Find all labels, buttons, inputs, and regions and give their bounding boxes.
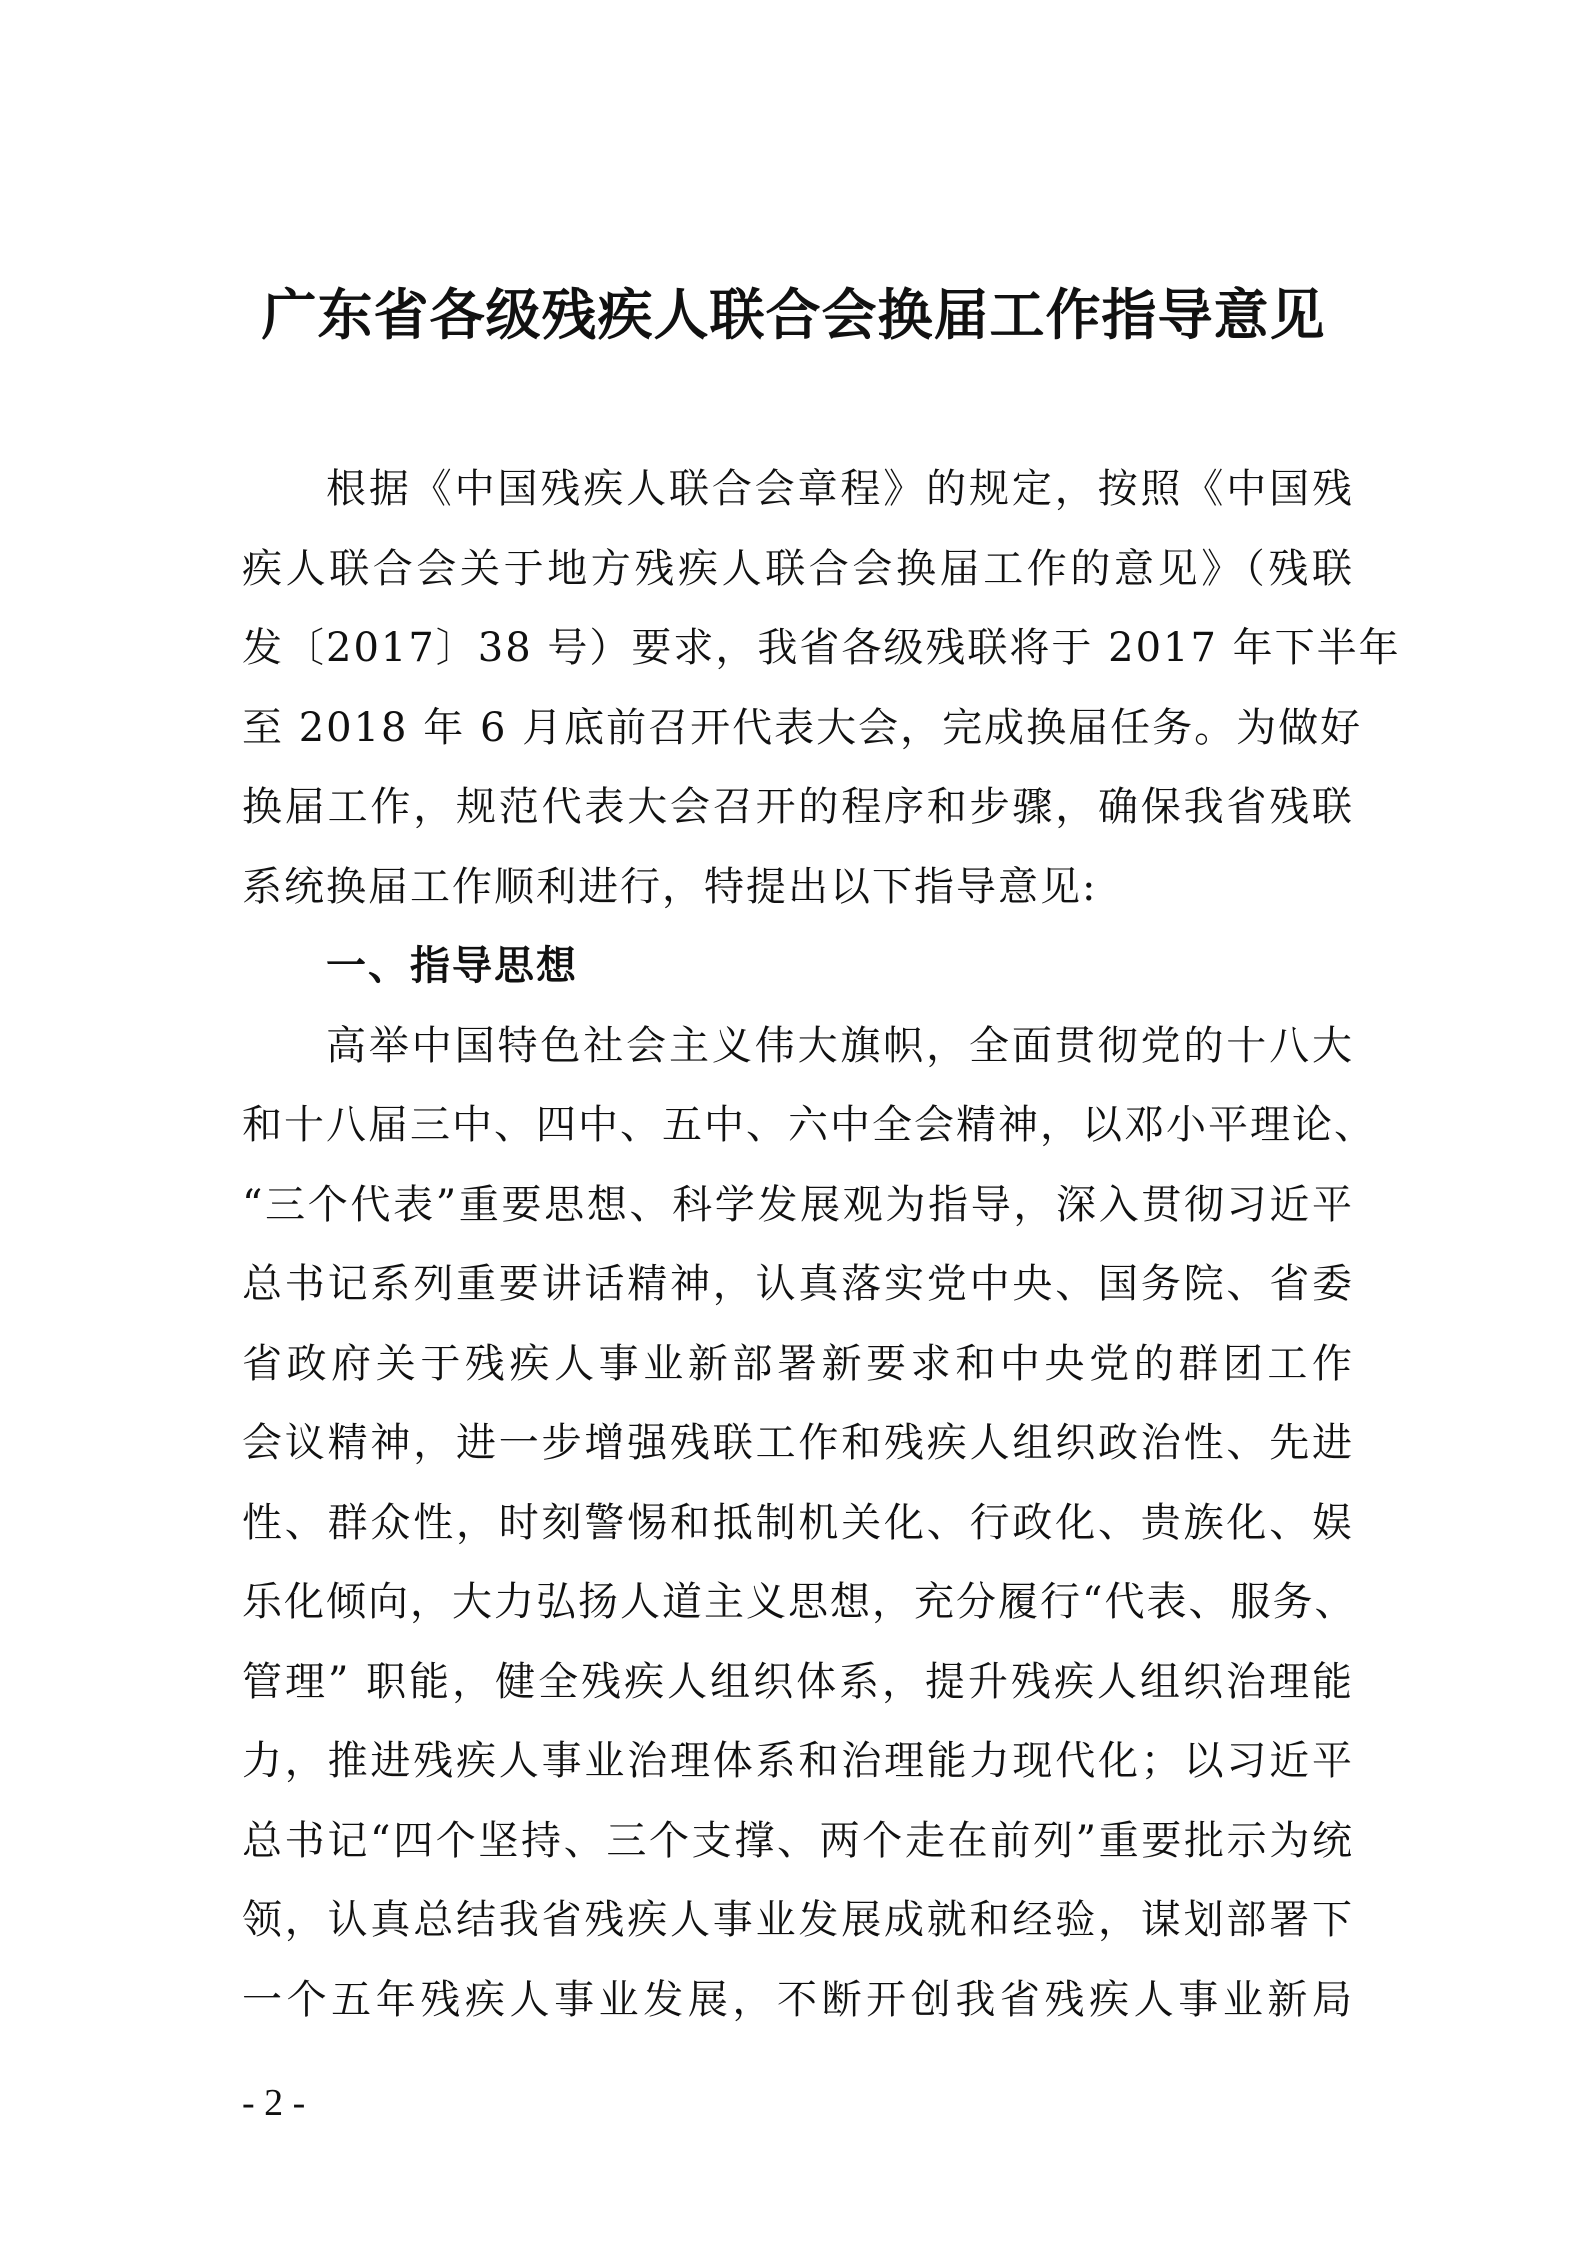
text-line: 至 2018 年 6 月底前召开代表大会，完成换届任务。为做好 bbox=[242, 704, 1363, 751]
section-paragraph bbox=[242, 1007, 1376, 2041]
intro-paragraph bbox=[242, 450, 1401, 927]
text-line: 换届工作，规范代表大会召开的程序和步骤，确保我省残联 bbox=[242, 784, 1354, 830]
text-line: 总书记系列重要讲话精神，认真落实党中央、国务院、省委 bbox=[242, 1261, 1354, 1307]
text-line: 省政府关于残疾人事业新部署新要求和中央党的群团工作 bbox=[242, 1340, 1354, 1387]
text-line: 高举中国特色社会主义伟大旗帜，全面贯彻党的十八大 bbox=[326, 1022, 1354, 1069]
text-line: 和十八届三中、四中、五中、六中全会精神，以邓小平理论、 bbox=[242, 1102, 1376, 1148]
text-line: 管理” 职能，健全残疾人组织体系，提升残疾人组织治理能 bbox=[242, 1658, 1354, 1705]
text-line: 领，认真总结我省残疾人事业发展成就和经验，谋划部署下 bbox=[242, 1897, 1354, 1943]
text-line: 性、群众性，时刻警惕和抵制机关化、行政化、贵族化、娱 bbox=[242, 1499, 1354, 1546]
text-line: 总书记“四个坚持、三个支撑、两个走在前列”重要批示为统 bbox=[242, 1817, 1354, 1864]
text-line: 根据《中国残疾人联合会章程》的规定，按照《中国残 bbox=[326, 466, 1354, 512]
document-body bbox=[242, 450, 1401, 2040]
text-line: 一个五年残疾人事业发展，不断开创我省残疾人事业新局 bbox=[242, 1976, 1354, 2023]
text-line: 系统换届工作顺利进行，特提出以下指导意见: bbox=[242, 863, 1098, 910]
text-line: 力，推进残疾人事业治理体系和治理能力现代化；以习近平 bbox=[242, 1738, 1354, 1784]
document-title: 广东省各级残疾人联合会换届工作指导意见 bbox=[261, 282, 1326, 347]
text-line: 会议精神，进一步增强残联工作和残疾人组织政治性、先进 bbox=[242, 1420, 1354, 1466]
section-heading: 一、指导思想 bbox=[326, 943, 578, 989]
text-line: 发〔2017〕38 号）要求，我省各级残联将于 2017 年下半年 bbox=[242, 625, 1401, 671]
text-line: “三个代表”重要思想、科学发展观为指导，深入贯彻习近平 bbox=[242, 1181, 1354, 1228]
page-number: - 2 - bbox=[242, 2082, 306, 2124]
text-line: 疾人联合会关于地方残疾人联合会换届工作的意见》（残联 bbox=[242, 545, 1354, 592]
text-line: 乐化倾向，大力弘扬人道主义思想，充分履行“代表、服务、 bbox=[242, 1579, 1357, 1625]
